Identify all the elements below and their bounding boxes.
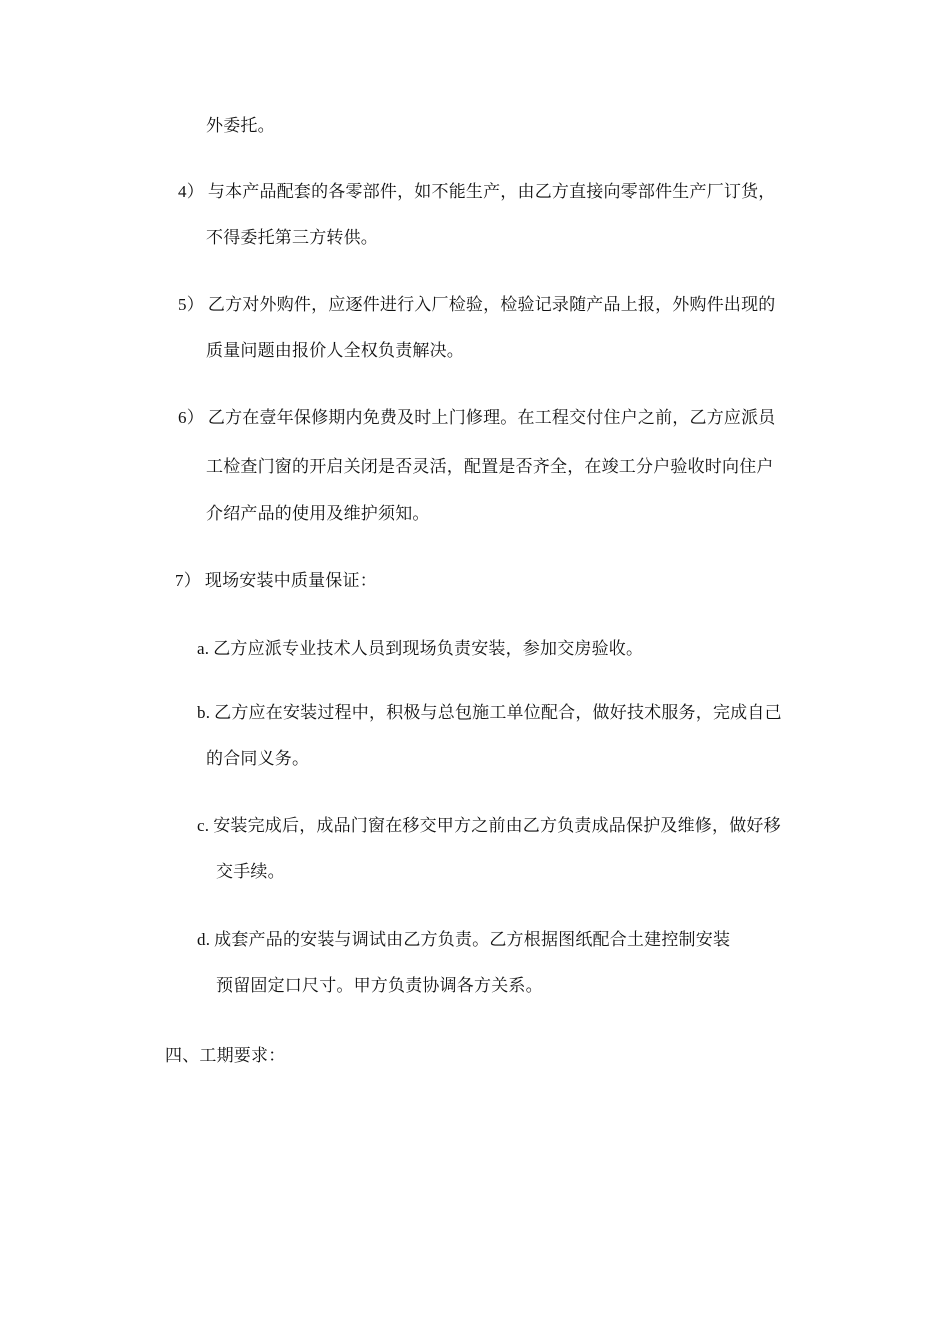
list-marker: 6） (178, 408, 204, 427)
line-text: 乙方在壹年保修期内免费及时上门修理。在工程交付住户之前，乙方应派员 (207, 408, 776, 428)
sub-item-d (197, 929, 730, 951)
line-text: 不得委托第三方转供。 (206, 228, 378, 248)
list-item-7 (175, 570, 377, 592)
line-text: 工检查门窗的开启关闭是否灵活，配置是否齐全，在竣工分户验收时向住户 (206, 457, 774, 477)
list-item-5 (178, 294, 776, 316)
list-marker: 4） (178, 182, 204, 201)
line-text: 乙方对外购件，应逐件进行入厂检验，检验记录随产品上报，外购件出现的 (207, 295, 776, 315)
line-text: 现场安装中质量保证： (204, 571, 377, 591)
sub-item-c (197, 815, 781, 837)
heading-text: 四、工期要求： (165, 1046, 286, 1066)
text-line (216, 975, 543, 997)
list-item-6 (178, 407, 776, 429)
text-line (206, 115, 275, 137)
text-line (216, 861, 285, 883)
list-marker: 5） (178, 295, 204, 314)
list-item-4 (178, 181, 776, 203)
line-text: 预留固定口尺寸。甲方负责协调各方关系。 (216, 976, 543, 996)
line-text: 的合同义务。 (206, 749, 310, 769)
text-line (206, 340, 464, 362)
list-marker: 7） (175, 571, 201, 590)
text-line (206, 503, 430, 525)
line-text: 乙方应在安装过程中，积极与总包施工单位配合，做好技术服务，完成自己 (214, 703, 782, 723)
sub-marker: d. (197, 930, 211, 949)
line-text: 交手续。 (216, 862, 285, 882)
line-text: 乙方应派专业技术人员到现场负责安装，参加交房验收。 (213, 639, 644, 659)
sub-item-a (197, 638, 643, 660)
text-line (206, 748, 309, 770)
line-text: 成套产品的安装与调试由乙方负责。乙方根据图纸配合土建控制安装 (214, 930, 731, 950)
sub-marker: b. (197, 703, 211, 722)
line-text: 外委托。 (206, 116, 275, 136)
sub-marker: a. (197, 639, 210, 658)
text-line (206, 227, 378, 249)
line-text: 介绍产品的使用及维护须知。 (206, 504, 430, 524)
text-line (206, 456, 774, 478)
sub-marker: c. (197, 816, 210, 835)
section-heading (165, 1045, 285, 1067)
line-text: 与本产品配套的各零部件，如不能生产，由乙方直接向零部件生产厂订货， (207, 182, 776, 202)
line-text: 质量问题由报价人全权负责解决。 (206, 341, 464, 361)
line-text: 安装完成后，成品门窗在移交甲方之前由乙方负责成品保护及维修，做好移 (213, 816, 781, 836)
sub-item-b (197, 702, 782, 724)
